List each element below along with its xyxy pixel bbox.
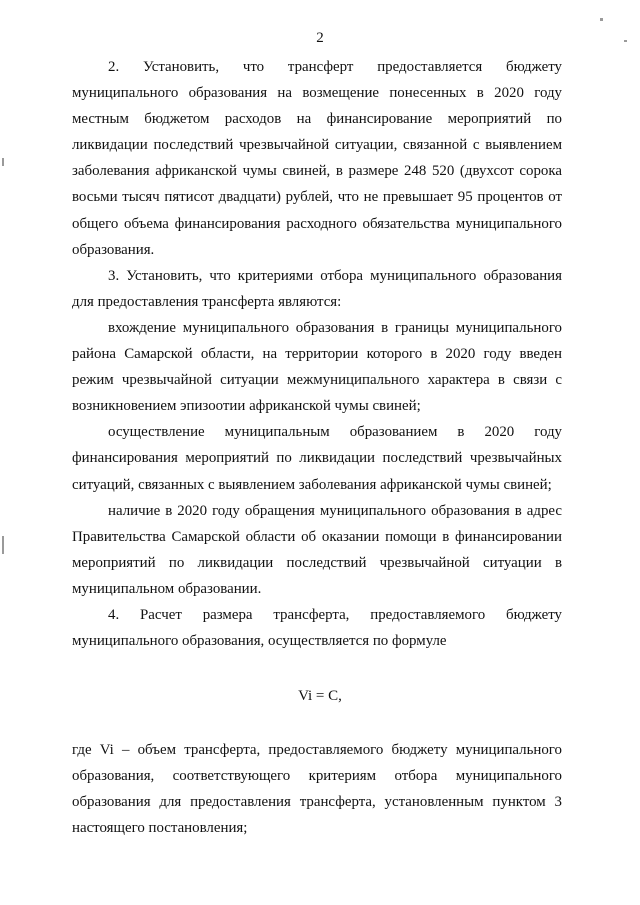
paragraph-definition: где Vi – объем трансферта, предоставляемого бюджету муниципального образования, соответствующего критериям отбора муниципального образования для предоставления трансферта, установленным пунктом 3 настоящего постановления; xyxy=(72,742,562,837)
scan-mark-left-2 xyxy=(2,536,4,554)
paragraph-criterion-3: наличие в 2020 году обращения муниципального образования в адрес Правительства Самарской области об оказании помощи в финансировании мероприятий по ликвидации последствий чрезвычайной ситуации в муниципальном образовании. xyxy=(72,502,562,597)
document-body xyxy=(72,54,562,654)
paragraph-criterion-2: осуществление муниципальным образованием в 2020 году финансирования мероприятий по ликвидации последствий чрезвычайных ситуаций, связанных с выявлением заболевания африканской чумы свиней; xyxy=(72,424,562,493)
document-body-continued xyxy=(72,737,562,841)
page-number: 2 xyxy=(316,30,324,46)
paragraph-item-3: 3. Установить, что критериями отбора муниципального образования для предоставления трансферта являются: xyxy=(72,267,562,310)
scan-mark-right-2 xyxy=(624,40,627,42)
paragraph-item-4: 4. Расчет размера трансферта, предоставляемого бюджету муниципального образования, осуществляется по формуле xyxy=(72,606,562,650)
paragraph-criterion-1: вхождение муниципального образования в границы муниципального района Самарской области, на территории которого в 2020 году введен режим чрезвычайной ситуации межмуниципального характера в связи с возникновением эпизоотии африканской чумы свиней; xyxy=(72,319,562,415)
paragraph-item-2: 2. Установить, что трансферт предоставляется бюджету муниципального образования на возмещение понесенных в 2020 году местным бюджетом расходов на финансирование мероприятий по ликвидации последствий чрезвычайной ситуации, связанной с выявлением заболевания африканской чумы свиней, в размере 248 520 (двухсот сорока восьми тысяч пятисот двадцати) рублей, что не превышает 95 процентов от общего объема финансирования расходного обязательства муниципального образования. xyxy=(72,59,562,258)
formula: Vi = C, xyxy=(298,688,342,704)
scan-mark-right-1 xyxy=(600,18,603,21)
scan-mark-left-1 xyxy=(2,158,4,166)
